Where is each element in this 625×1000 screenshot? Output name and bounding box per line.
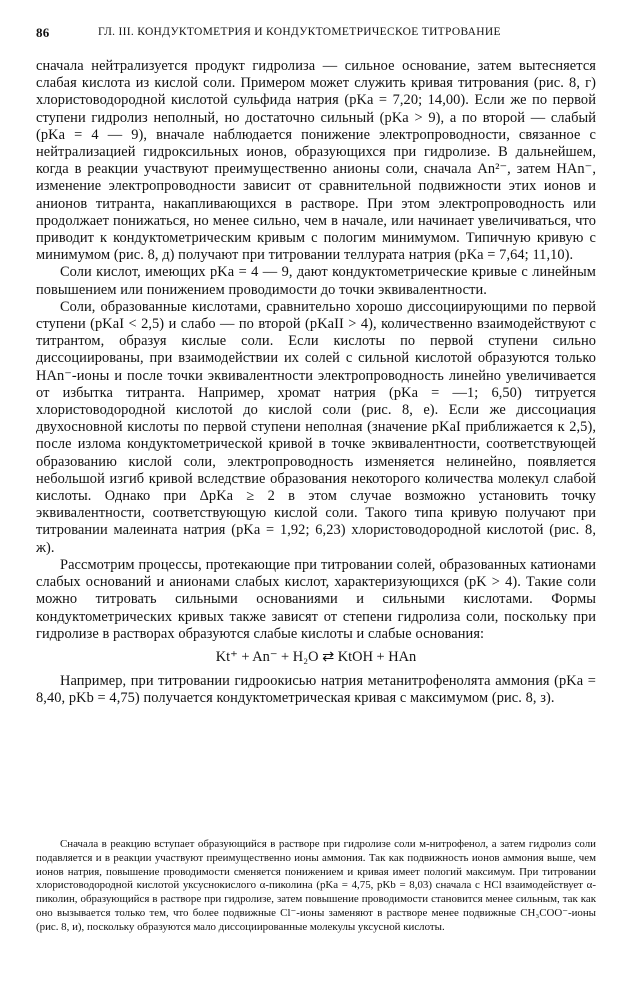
paragraph-1: сначала нейтрализуется продукт гидролиза — сильное основание, затем вытесняется слабая кислота из кислой соли. Примером может служить кривая титрования (рис. 8, г) хлористоводородной кислотой сульфида натрия (pKa = 7,20; 14,00). Если же по первой ступени гидролиз неполный, но достаточно сильный (pKa > 9), а по второй — слабый (pKa = 4 — 9), вначале наблюдается понижение электропроводности, связанное с нейтрализацией гидроксильных ионов, образующихся при гидролизе. В дальнейшем, когда в реакции участвуют преимущественно анионы соли, сначала An²⁻, затем HAn⁻, изменение электропроводности зависит от сравнительной подвижности этих ионов и анионов титранта, накапливающихся в растворе. При этом электропроводность или продолжает понижаться, но менее сильно, чем в начале, или начинает увеличиваться, что приводит к кондуктометрическим кривым с пологим минимумом. Типичную кривую с минимумом (рис. 8, д) получают при титровании теллурата натрия (pKa = 7,64; 11,10). <box>36 58 596 264</box>
page-number: 86 <box>36 25 50 40</box>
page-header <box>36 22 596 42</box>
body-text <box>36 58 596 707</box>
hydrolysis-equation: Kt⁺ + An⁻ + H₂O ⇄ KtOH + HAn <box>215 648 417 665</box>
paragraph-4: Рассмотрим процессы, протекающие при титровании солей, образованных катионами слабых оснований и анионами слабых кислот, характеризующихся (pK > 4). Такие соли можно титровать сильными основаниями и сильными кислотами. Формы кондуктометрических кривых также зависят от степени гидролиза соли, поскольку при гидролизе в растворах образуются слабые кислоты и слабые основания: <box>36 556 596 642</box>
paragraph-5: Например, при титровании гидроокисью натрия метанитрофенолята аммония (pKa = 8,40, pKb = 4,75) получается кондуктометрическая кривая с максимумом (рис. 8, з). <box>36 672 596 707</box>
paragraph-2: Соли кислот, имеющих pKa = 4 — 9, дают кондуктометрические кривые с линейным повышением или понижением проводимости до точки эквивалентности. <box>36 264 596 298</box>
paragraph-3: Соли, образованные кислотами, сравнительно хорошо диссоциирующими по первой ступени (pKaI < 2,5) и слабо — по второй (pKaII > 4), количественно взаимодействуют с титрантом, образуя кислые соли. Если кислоты по первой ступени сильно диссоциированы, при взаимодействии их солей с сильной кислотой образуются только HAn⁻-ионы и после точки эквивалентности электропроводность линейно увеличивается от избытка титранта. Например, хромат натрия (pKa = —1; 6,50) титруется хлористоводородной кислотой до кислой соли (рис. 8, е). Если же диссоциация двухосновной кислоты по первой ступени неполная (значение pKaI приближается к 2,5), после излома кондуктометрической кривой в точке эквивалентности, соответствующей образованию кислой соли, электропроводность изменяется нелинейно, появляется небольшой изгиб кривой вследствие образования некоторого количества молекул слабой кислоты. Однако при ΔpKa ≥ 2 в этом случае возможно установить точку эквивалентности, соответствующую кислой соли. Такого типа кривую получают при титровании малеината натрия (pKa = 1,92; 6,23) хлористоводородной кислотой (рис. 8, ж). <box>36 298 596 556</box>
running-head: ГЛ. III. КОНДУКТОМЕТРИЯ И КОНДУКТОМЕТРИЧЕСКОЕ ТИТРОВАНИЕ <box>98 26 501 38</box>
footnote: Сначала в реакцию вступает образующийся в растворе при гидролизе соли м-нитрофенол, а затем гидролиз соли подавляется и в реакции участвуют преимущественно ионы аммония. Так как подвижность ионов аммония выше, чем ионов натрия, повышение проводимости сменяется понижением и кривая имеет пологий максимум. При титровании хлористоводородной кислотой уксуснокислого α-пиколина (pKa = 4,75, pKb = 8,03) сначала с HCl взаимодействует α-пиколин, образующийся в растворе при гидролизе, затем повышение проводимости становится менее сильным, так как оно вызывается только тем, что более подвижные Cl⁻-ионы заменяют в растворе менее подвижные CH₃COO⁻-ионы (рис. 8, и), поскольку образуются мало диссоциированные молекулы уксусной кислоты. <box>36 838 596 933</box>
